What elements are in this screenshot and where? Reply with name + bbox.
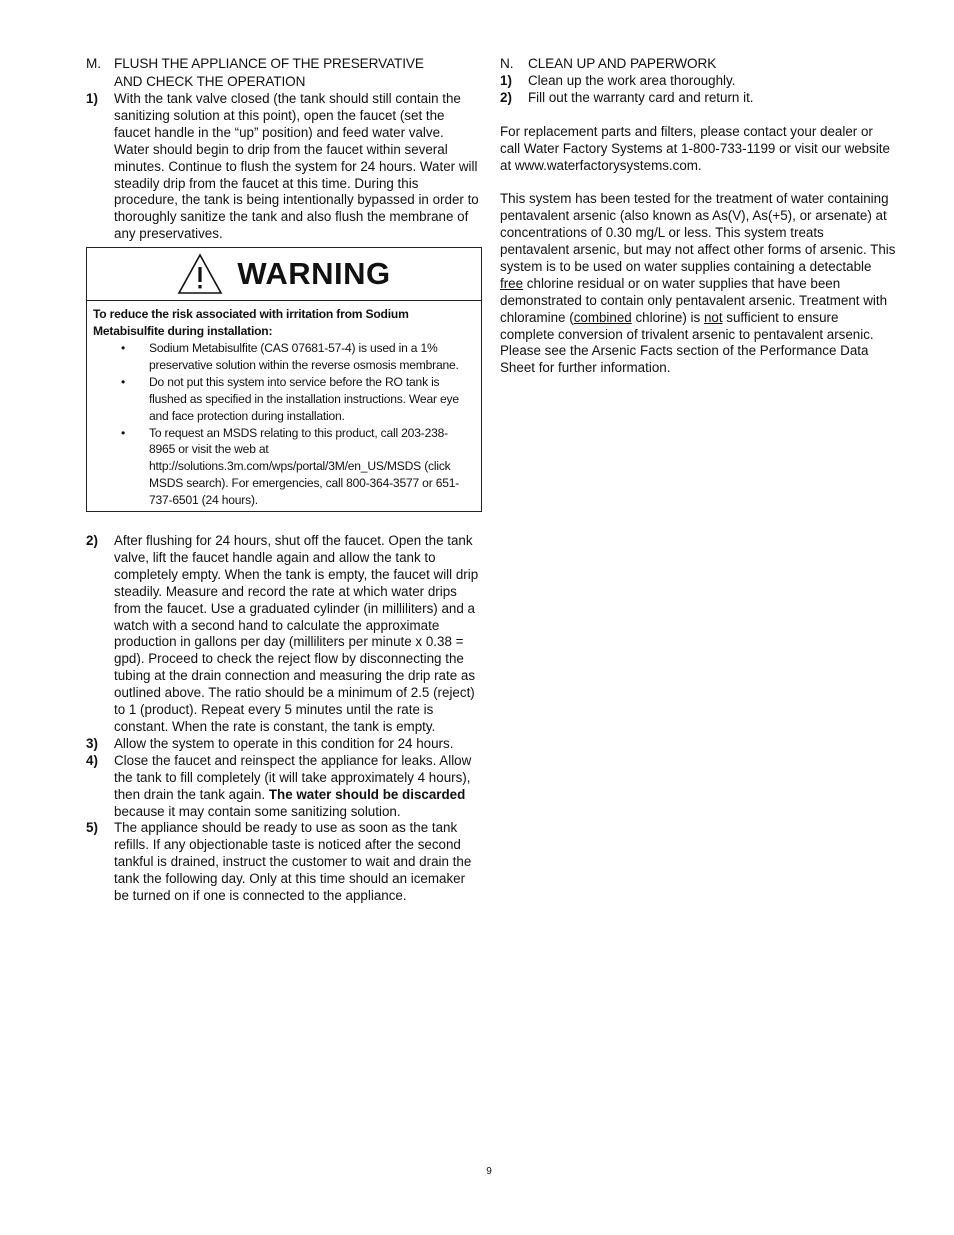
bullet-marker: •: [121, 425, 126, 440]
step-text: The appliance should be ready to use as soon as the tank refills. If any objectionable taste is noticed after the second tankful is drained, instruct the customer to wait and drain the tank the following day. Only at this time should an icemaker be turned on if one is connected to the appliance.: [114, 820, 472, 904]
step-text: With the tank valve closed (the tank should still contain the sanitizing solution at this point), open the faucet (set the faucet handle in the “up” position) and feed water valve. Water should begin to drip from the faucet within several minutes. Continue to flush the system for 24 hours. Water will steadily drip from the faucet at this time. During this procedure, the tank is being intentionally bypassed in order to thoroughly sanitize the tank and also flush the membrane of any preservatives.: [114, 91, 479, 242]
warning-bullet: [93, 374, 473, 425]
warning-body: [87, 301, 481, 511]
step-number: 3): [86, 735, 98, 751]
arsenic-text: chlorine residual or on water supplies that have been demonstrated to contain only pentavalent arsenic. Treatment with chloramine (: [500, 275, 888, 325]
arsenic-not-underlined: not: [703, 309, 723, 325]
warning-box: [86, 247, 482, 512]
step-number: 2): [500, 89, 512, 105]
step-text: Clean up the work area thoroughly.: [528, 73, 736, 88]
section-m-title-line2: AND CHECK THE OPERATION: [114, 74, 306, 89]
step-m-5: [86, 820, 482, 905]
step-text: Close the faucet and reinspect the appliance for leaks. Allow the tank to fill completely (it will take approximately 4 hours), then drain the tank again.: [114, 752, 472, 802]
bullet-marker: •: [121, 340, 126, 355]
step-m-3: [86, 736, 482, 753]
step-number: 4): [86, 752, 98, 768]
step-number: 5): [86, 820, 98, 836]
step-m-1: [86, 91, 482, 243]
right-column: [500, 55, 896, 377]
step-text-continued: because it may contain some sanitizing solution.: [114, 803, 401, 819]
section-n-heading: [500, 55, 896, 73]
section-n-label: N.: [500, 56, 514, 71]
warning-bullet: [93, 425, 473, 510]
arsenic-combined-underlined: combined: [573, 309, 632, 325]
section-n-title: CLEAN UP AND PAPERWORK: [528, 56, 717, 71]
warning-bullet-text: Sodium Metabisulfite (CAS 07681-57-4) is used in a 1% preservative solution within the reverse osmosis membrane.: [149, 340, 459, 372]
page-number: 9: [486, 1166, 492, 1177]
bullet-marker: •: [121, 374, 126, 389]
section-m-heading: [86, 55, 482, 91]
step-n-2: [500, 90, 896, 107]
warning-triangle-icon: [177, 253, 223, 295]
warning-bullet-text: Do not put this system into service before the RO tank is flushed as specified in the installation instructions. Wear eye and face protection during installation.: [149, 374, 459, 423]
left-column: [86, 55, 482, 905]
warning-bullet-text: To request an MSDS relating to this product, call 203-238-8965 or visit the web at http://solutions.3m.com/wps/portal/3M/en_US/MSDS (click MSDS search). For emergencies, call 800-364-3577 or 651-737-6501 (24 hours).: [149, 425, 460, 508]
step-n-1: [500, 73, 896, 90]
step-emphasis: The water should be discarded: [268, 786, 466, 802]
step-text: Fill out the warranty card and return it.: [528, 89, 754, 105]
warning-header: [87, 248, 481, 301]
warning-intro: To reduce the risk associated with irritation from Sodium Metabisulfite during installation:: [93, 307, 409, 339]
arsenic-free-underlined: free: [500, 275, 524, 291]
step-number: 1): [500, 73, 512, 88]
step-text: After flushing for 24 hours, shut off the faucet. Open the tank valve, lift the faucet handle again and allow the tank to completely empty. When the tank is empty, the faucet will drip steadily. Measure and record the rate at which water drips from the faucet. Use a graduated cylinder (in milliliters) and a watch with a second hand to calculate the approximate production in gallons per day (milliliters per minute x 0.38 = gpd). Proceed to check the reject flow by disconnecting the tubing at the drain connection and measuring the drip rate as outlined above. The ratio should be a minimum of 2.5 (reject) to 1 (product). Repeat every 5 minutes until the rate is constant. When the rate is constant, the tank is empty.: [114, 533, 479, 734]
arsenic-text: sufficient to ensure complete conversion of trivalent arsenic to pentavalent arsenic. Please see the Arsenic Facts section of the Performance Data Sheet for further information.: [500, 309, 874, 376]
section-m-label: M.: [86, 56, 101, 71]
warning-bullet: [93, 340, 473, 374]
step-number: 1): [86, 91, 98, 106]
step-number: 2): [86, 533, 98, 549]
warning-title: WARNING: [237, 255, 391, 291]
arsenic-text: This system has been tested for the treatment of water containing pentavalent arsenic (also known as As(V), As(+5), or arsenate) at concentrations of 0.30 mg/L or less. This system treats pentavalent arsenic, but may not affect other forms of arsenic. This system is to be used on water supplies containing a detectable: [500, 191, 896, 274]
step-m-4: [86, 753, 482, 821]
section-m-title-line1: FLUSH THE APPLIANCE OF THE PRESERVATIVE: [114, 56, 424, 71]
step-m-2: [86, 533, 482, 736]
arsenic-text: chlorine) is: [631, 309, 704, 325]
step-text: Allow the system to operate in this condition for 24 hours.: [114, 735, 454, 751]
contact-paragraph: For replacement parts and filters, please contact your dealer or call Water Factory Systems at 1-800-733-1199 or visit our website at www.waterfactorysystems.com.: [500, 123, 890, 173]
arsenic-paragraph: [500, 191, 896, 377]
